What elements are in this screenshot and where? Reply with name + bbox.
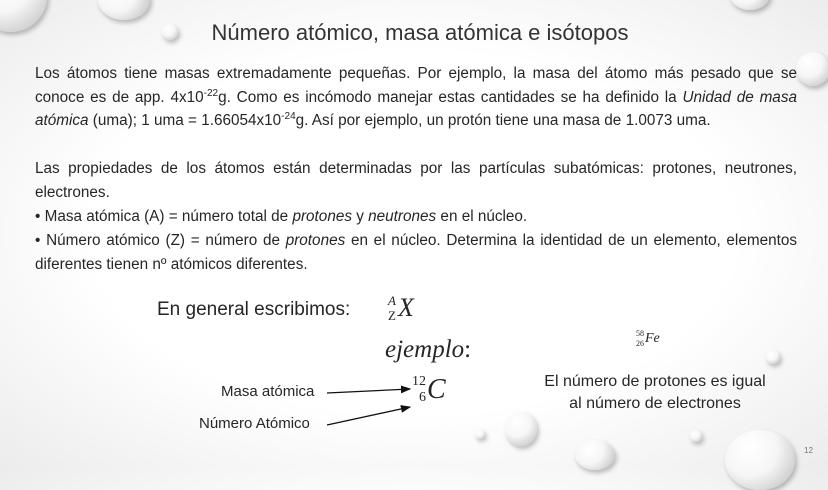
example-label: ejemplo: xyxy=(385,336,472,363)
atomic-number-label: Número Atómico xyxy=(199,415,310,432)
intro-paragraph: Los átomos tiene masas extremadamente pequeñas. Por ejemplo, la masa del átomo más pesado que se conoce es de app. $4x10^{-22}g$. Como es incómodo manejar estas cantidades se ha definido la Unidad de masa atómica (uma); 1 uma = $1.66054x10^{-24}g$. Así por ejemplo, un protón tiene una masa de 1.0073 uma. xyxy=(35,65,797,129)
atomic-number-arrow xyxy=(327,407,410,425)
general-notation: A Z X xyxy=(388,293,414,323)
note-line-1: El número de protones es igual xyxy=(544,373,766,390)
iron-notation: 58 26 Fe xyxy=(636,329,660,348)
mass-label: Masa atómica xyxy=(221,383,315,400)
carbon-notation: 12 6 C xyxy=(412,374,446,405)
bullet-atomic-number: • Número atómico (Z) = número de protones en el núcleo. Determina la identidad de un elemento, elementos diferentes tienen nº atómicos diferentes. xyxy=(35,232,798,273)
mass-arrow xyxy=(327,389,410,393)
properties-paragraph: Las propiedades de los átomos están determinadas por las partículas subatómicas: protones, neutrones, electrones. xyxy=(35,160,797,201)
electron-note xyxy=(520,371,790,415)
note-line-2: al número de electrones xyxy=(569,395,741,412)
general-label: En general escribimos: xyxy=(157,299,351,320)
bullet-mass: • Masa atómica (A) = número total de protones y neutrones en el núcleo. xyxy=(35,208,528,225)
slide-title: Número atómico, masa atómica e isótopos xyxy=(211,20,629,45)
page-number: 12 xyxy=(804,446,813,455)
